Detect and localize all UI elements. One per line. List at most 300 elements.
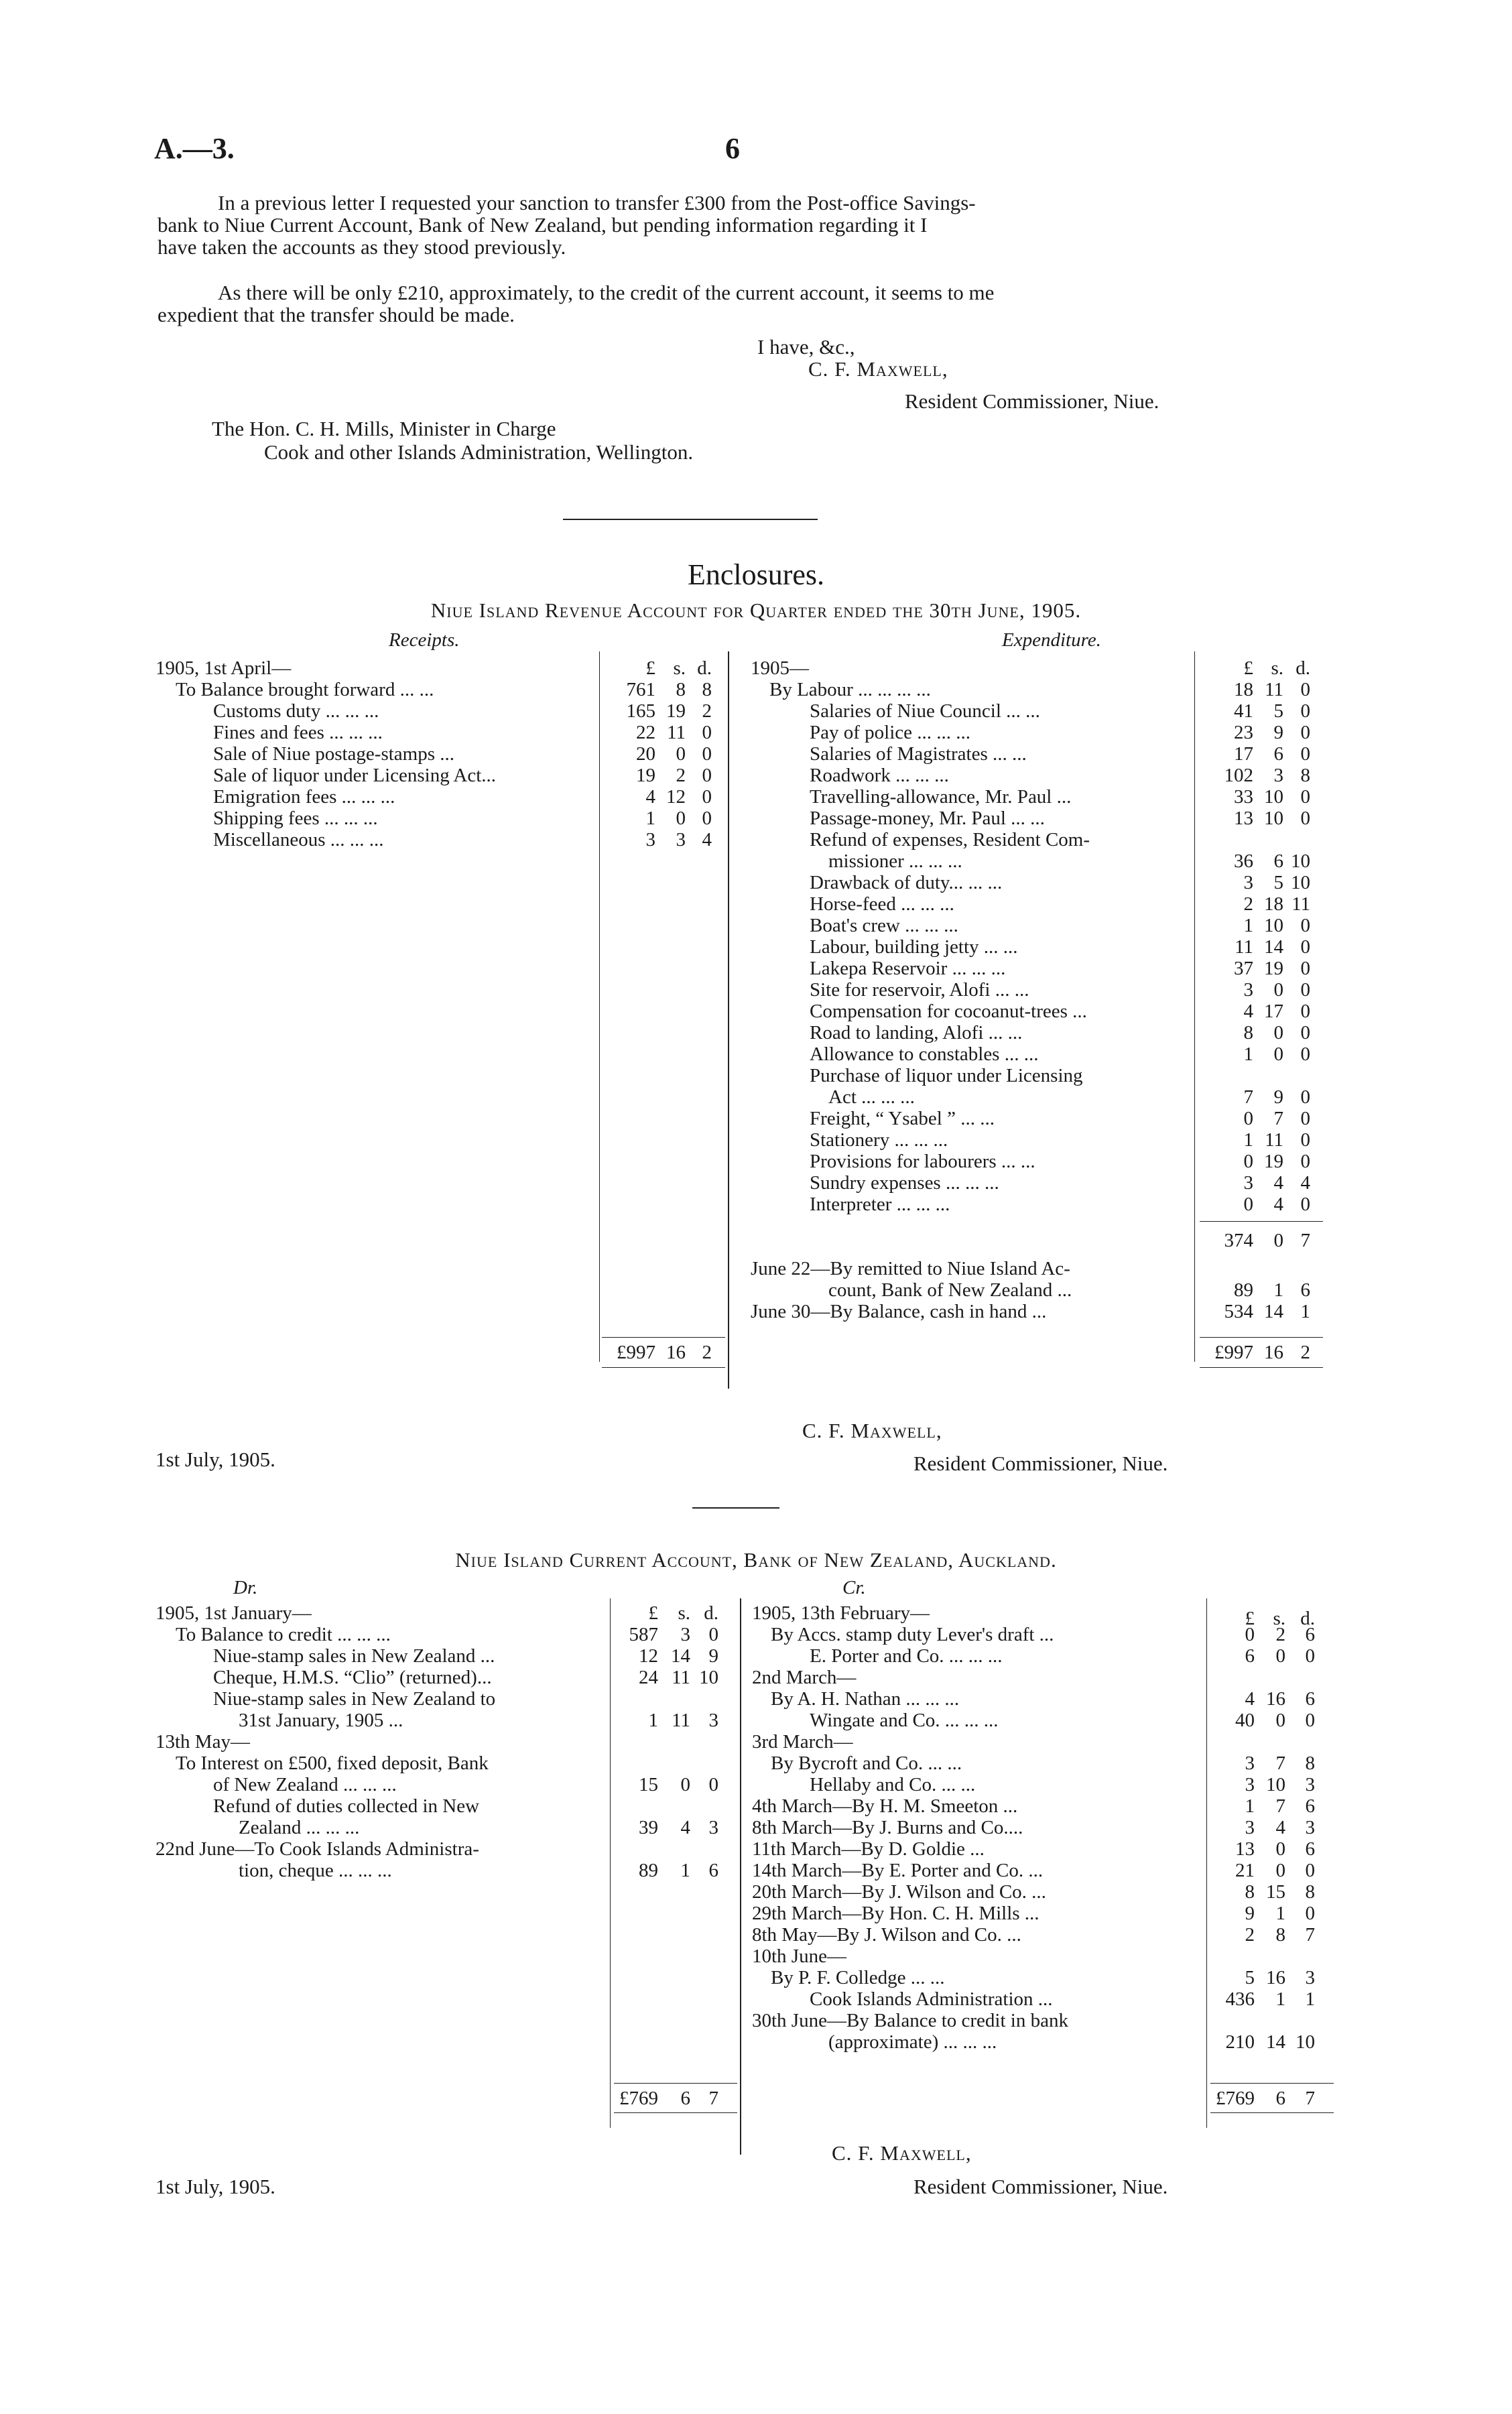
revenue-signature-name: C. F. Maxwell, — [802, 1419, 942, 1442]
expenditure-pounds: 3 — [1243, 872, 1253, 893]
expenditure-pence: 0 — [1300, 958, 1310, 979]
expenditure-shillings: 0 — [1273, 979, 1283, 1001]
receipt-pence: 0 — [702, 743, 712, 765]
debit-row-label: 1905, 1st January— — [155, 1603, 312, 1623]
receipt-pence: 0 — [702, 765, 712, 786]
remit-label: count, Bank of New Zealand ... — [828, 1279, 1072, 1301]
section-divider — [692, 1507, 779, 1509]
expenditure-pounds: 37 — [1234, 958, 1253, 979]
remit-shillings: 1 — [1273, 1279, 1283, 1301]
expenditure-label: Act ... ... ... — [828, 1087, 915, 1107]
expenditure-label: Boat's crew ... ... ... — [810, 915, 958, 936]
credit-row-pence: 7 — [1305, 1924, 1315, 1946]
expenditure-label: Salaries of Magistrates ... ... — [810, 744, 1027, 764]
letter-signature-name: C. F. Maxwell, — [808, 357, 948, 381]
enclosures-heading: Enclosures. — [687, 558, 825, 591]
credit-row-pounds: 3 — [1245, 1774, 1255, 1795]
credit-row-shillings: 7 — [1275, 1795, 1285, 1817]
receipt-label: To Balance brought forward ... ... — [176, 680, 434, 700]
expenditure-pence: 0 — [1300, 743, 1310, 765]
letter-line: expedient that the transfer should be made. — [158, 303, 515, 326]
cr-label: Cr. — [842, 1577, 866, 1598]
credit-row-pounds: 5 — [1245, 1967, 1255, 1988]
letter-addressee: The Hon. C. H. Mills, Minister in Charge — [212, 417, 556, 440]
current-signature-name: C. F. Maxwell, — [832, 2141, 972, 2165]
expenditure-label: Pay of police ... ... ... — [810, 722, 971, 743]
expenditure-pence: 0 — [1300, 679, 1310, 700]
receipt-label: Sale of Niue postage-stamps ... — [213, 744, 455, 764]
letter-closing: I have, &c., — [757, 335, 855, 359]
expenditure-label: Interpreter ... ... ... — [810, 1194, 950, 1214]
expenditure-pounds: 17 — [1234, 743, 1253, 765]
current-column-divider — [740, 1598, 741, 2155]
receipts-total-pounds: £997 — [617, 1342, 655, 1363]
remit-label: June 22—By remitted to Niue Island Ac- — [751, 1258, 1070, 1279]
credit-row-label: Hellaby and Co. ... ... — [810, 1775, 976, 1795]
debit-row-label: Cheque, H.M.S. “Clio” (returned)... — [213, 1667, 492, 1688]
credit-row-pence: 0 — [1305, 1710, 1315, 1731]
expenditure-shillings: 14 — [1264, 936, 1283, 958]
expenditure-shillings: 10 — [1264, 915, 1283, 936]
col-header-pounds: £ — [645, 657, 655, 679]
receipts-date: 1905, 1st April— — [155, 657, 292, 679]
credit-row-pence: 6 — [1305, 1838, 1315, 1860]
expenditure-shillings: 19 — [1264, 958, 1283, 979]
debit-row-pounds: 39 — [639, 1817, 658, 1838]
total-rule — [1210, 2112, 1334, 2113]
receipt-label: Fines and fees ... ... ... — [213, 722, 383, 743]
expenditure-pence: 0 — [1300, 1086, 1310, 1108]
balance-pounds: 534 — [1224, 1301, 1253, 1322]
receipt-label: Emigration fees ... ... ... — [213, 787, 395, 807]
credit-row-pence: 6 — [1305, 1688, 1315, 1710]
debit-row-label: Niue-stamp sales in New Zealand ... — [213, 1646, 495, 1666]
credit-row-pounds: 3 — [1245, 1753, 1255, 1774]
expenditure-shillings: 4 — [1273, 1172, 1283, 1194]
expenditure-pence: 0 — [1300, 808, 1310, 829]
total-rule — [1210, 2083, 1334, 2084]
page-number: 6 — [725, 132, 740, 165]
debit-row-shillings: 1 — [680, 1860, 690, 1881]
debit-row-pounds: 12 — [639, 1645, 658, 1667]
credit-row-label: By Accs. stamp duty Lever's draft ... — [771, 1625, 1054, 1645]
expenditure-shillings: 5 — [1273, 700, 1283, 722]
expenditure-label: Provisions for labourers ... ... — [810, 1151, 1035, 1171]
credit-row-label: 8th March—By J. Burns and Co.... — [752, 1818, 1023, 1838]
expenditure-shillings: 0 — [1273, 1022, 1283, 1043]
debit-total-pence: 7 — [708, 2088, 718, 2109]
expenditure-date: 1905— — [751, 657, 809, 679]
credit-row-label: 14th March—By E. Porter and Co. ... — [752, 1860, 1044, 1881]
credit-row-pence: 3 — [1305, 1774, 1315, 1795]
expenditure-label: Road to landing, Alofi ... ... — [810, 1023, 1023, 1043]
col-header-pounds: £ — [648, 1602, 658, 1624]
credit-row-shillings: 8 — [1275, 1924, 1285, 1946]
credit-row-shillings: 0 — [1275, 1645, 1285, 1667]
total-rule — [1200, 1367, 1323, 1368]
debit-row-pence: 6 — [708, 1860, 718, 1881]
credit-row-pounds: 436 — [1225, 1988, 1255, 2010]
total-rule — [1200, 1337, 1323, 1338]
credit-row-pounds: 0 — [1245, 1624, 1255, 1645]
debit-row-label: To Balance to credit ... ... ... — [176, 1625, 391, 1645]
credit-row-shillings: 2 — [1275, 1624, 1285, 1645]
revenue-date: 1st July, 1905. — [155, 1448, 275, 1471]
receipt-pence: 4 — [702, 829, 712, 850]
receipt-pence: 8 — [702, 679, 712, 700]
debit-row-shillings: 11 — [672, 1667, 690, 1688]
expenditure-label: Freight, “ Ysabel ” ... ... — [810, 1108, 995, 1129]
credit-row-label: By P. F. Colledge ... ... — [771, 1968, 945, 1988]
expenditure-pounds: 102 — [1224, 765, 1253, 786]
debit-row-label: 31st January, 1905 ... — [239, 1710, 403, 1730]
debit-row-pounds: 587 — [629, 1624, 658, 1645]
credit-row-pounds: 9 — [1245, 1903, 1255, 1924]
expenditure-pounds: 36 — [1234, 850, 1253, 872]
subtotal-rule — [1200, 1221, 1323, 1222]
expenditure-pence: 10 — [1291, 872, 1310, 893]
col-header-pounds: £ — [1243, 657, 1253, 679]
expenditure-label: missioner ... ... ... — [828, 851, 962, 871]
expenditure-label: Roadwork ... ... ... — [810, 765, 949, 785]
col-header-pence: d. — [697, 657, 712, 679]
receipt-shillings: 8 — [676, 679, 686, 700]
debit-row-label: 13th May— — [155, 1732, 250, 1752]
expenditure-pounds: 18 — [1234, 679, 1253, 700]
credit-row-label: 30th June—By Balance to credit in bank — [752, 2011, 1068, 2031]
expenditure-label: Expenditure. — [1002, 629, 1101, 651]
expenditure-shillings: 5 — [1273, 872, 1283, 893]
debit-row-pounds: 15 — [639, 1774, 658, 1795]
credit-row-label: Wingate and Co. ... ... ... — [810, 1710, 999, 1730]
receipt-pounds: 1 — [645, 808, 655, 829]
current-date: 1st July, 1905. — [155, 2175, 275, 2198]
receipts-total-pence: 2 — [702, 1342, 712, 1363]
expenditure-pence: 0 — [1300, 1108, 1310, 1129]
credit-row-label: 3rd March— — [752, 1732, 853, 1752]
receipt-pence: 2 — [702, 700, 712, 722]
expenditure-label: By Labour ... ... ... ... — [769, 680, 931, 700]
expenditure-pence: 11 — [1292, 893, 1310, 915]
receipt-shillings: 12 — [666, 786, 686, 808]
expenditure-pounds: 11 — [1235, 936, 1253, 958]
expenditure-pence: 0 — [1300, 1194, 1310, 1215]
current-signature-title: Resident Commissioner, Niue. — [914, 2175, 1168, 2198]
col-header-shillings: s. — [1271, 657, 1283, 679]
debit-row-shillings: 14 — [671, 1645, 690, 1667]
col-header-pence: d. — [1300, 1608, 1315, 1629]
debit-row-pence: 3 — [708, 1710, 718, 1731]
expenditure-pounds: 23 — [1234, 722, 1253, 743]
credit-row-pounds: 13 — [1235, 1838, 1255, 1860]
expenditure-pence: 0 — [1300, 1001, 1310, 1022]
credit-row-pounds: 8 — [1245, 1881, 1255, 1903]
debit-row-pounds: 1 — [648, 1710, 658, 1731]
credit-row-label: 4th March—By H. M. Smeeton ... — [752, 1796, 1018, 1816]
expenditure-label: Drawback of duty... ... ... — [810, 873, 1003, 893]
col-header-pence: d. — [1296, 657, 1310, 679]
receipts-total-shillings: 16 — [666, 1342, 686, 1363]
receipt-pence: 0 — [702, 808, 712, 829]
expenditure-label: Travelling-allowance, Mr. Paul ... — [810, 787, 1072, 807]
debit-row-label: tion, cheque ... ... ... — [239, 1860, 392, 1881]
expenditure-pounds: 0 — [1243, 1151, 1253, 1172]
credit-row-label: By A. H. Nathan ... ... ... — [771, 1689, 960, 1709]
letter-line: have taken the accounts as they stood previously. — [158, 235, 566, 259]
expenditure-pence: 0 — [1300, 786, 1310, 808]
receipt-pounds: 19 — [636, 765, 655, 786]
credit-row-pence: 0 — [1305, 1860, 1315, 1881]
letter-line: As there will be only £210, approximately, to the credit of the current account, it seems to me — [218, 281, 995, 304]
expenditure-pence: 0 — [1300, 915, 1310, 936]
expenditure-subtotal-shillings: 0 — [1273, 1230, 1283, 1251]
expenditure-shillings: 19 — [1264, 1151, 1283, 1172]
expenditure-pence: 10 — [1291, 850, 1310, 872]
col-header-shillings: s. — [678, 1602, 690, 1624]
expenditure-pounds: 2 — [1243, 893, 1253, 915]
expenditure-pence: 0 — [1300, 979, 1310, 1001]
expenditure-pence: 4 — [1300, 1172, 1310, 1194]
expenditure-pounds: 0 — [1243, 1194, 1253, 1215]
credit-row-label: 8th May—By J. Wilson and Co. ... — [752, 1925, 1021, 1945]
credit-row-label: 10th June— — [752, 1946, 846, 1966]
expenditure-shillings: 0 — [1273, 1043, 1283, 1065]
expenditure-pence: 0 — [1300, 1022, 1310, 1043]
expenditure-subtotal-pence: 7 — [1300, 1230, 1310, 1251]
expenditure-shillings: 18 — [1264, 893, 1283, 915]
receipt-pence: 0 — [702, 722, 712, 743]
credit-row-label: (approximate) ... ... ... — [828, 2032, 997, 2052]
receipt-pounds: 761 — [626, 679, 655, 700]
expenditure-label: Stationery ... ... ... — [810, 1130, 948, 1150]
expenditure-label: Sundry expenses ... ... ... — [810, 1173, 999, 1193]
receipt-label: Sale of liquor under Licensing Act... — [213, 765, 497, 785]
receipt-pounds: 4 — [645, 786, 655, 808]
credit-row-shillings: 0 — [1275, 1710, 1285, 1731]
receipts-label: Receipts. — [389, 629, 460, 651]
remit-pounds: 89 — [1234, 1279, 1253, 1301]
expenditure-pence: 0 — [1300, 1129, 1310, 1151]
expenditure-pounds: 1 — [1243, 1129, 1253, 1151]
credit-row-pence: 10 — [1296, 2031, 1315, 2053]
credit-row-shillings: 14 — [1266, 2031, 1285, 2053]
expenditure-label: Passage-money, Mr. Paul ... ... — [810, 808, 1045, 828]
expenditure-pounds: 13 — [1234, 808, 1253, 829]
current-account-title: Niue Island Current Account, Bank of New Zealand, Auckland. — [455, 1548, 1057, 1572]
credit-row-pence: 3 — [1305, 1817, 1315, 1838]
balance-pence: 1 — [1300, 1301, 1310, 1322]
credit-row-pounds: 2 — [1245, 1924, 1255, 1946]
expenditure-shillings: 17 — [1264, 1001, 1283, 1022]
credit-row-shillings: 10 — [1266, 1774, 1285, 1795]
expenditure-pounds: 1 — [1243, 1043, 1253, 1065]
credit-row-shillings: 1 — [1275, 1988, 1285, 2010]
credit-row-shillings: 7 — [1275, 1753, 1285, 1774]
receipt-label: Miscellaneous ... ... ... — [213, 830, 384, 850]
credit-row-pence: 8 — [1305, 1881, 1315, 1903]
expenditure-pounds: 4 — [1243, 1001, 1253, 1022]
credit-total-shillings: 6 — [1275, 2088, 1285, 2109]
credit-row-pounds: 40 — [1235, 1710, 1255, 1731]
receipt-pence: 0 — [702, 786, 712, 808]
debit-row-label: of New Zealand ... ... ... — [213, 1775, 397, 1795]
receipt-shillings: 3 — [676, 829, 686, 850]
expenditure-pence: 0 — [1300, 722, 1310, 743]
debit-row-shillings: 0 — [680, 1774, 690, 1795]
credit-row-pence: 6 — [1305, 1624, 1315, 1645]
receipt-pounds: 20 — [636, 743, 655, 765]
debit-row-pence: 0 — [708, 1624, 718, 1645]
col-header-shillings: s. — [673, 657, 686, 679]
credit-row-shillings: 4 — [1275, 1817, 1285, 1838]
debit-row-pounds: 24 — [639, 1667, 658, 1688]
debit-row-pence: 3 — [708, 1817, 718, 1838]
revenue-account-title: Niue Island Revenue Account for Quarter ended the 30th June, 1905. — [430, 598, 1082, 622]
letter-line: In a previous letter I requested your sanction to transfer £300 from the Post-office Savings- — [218, 191, 976, 214]
credit-row-pence: 0 — [1305, 1645, 1315, 1667]
expenditure-pence: 0 — [1300, 936, 1310, 958]
expenditure-label: Refund of expenses, Resident Com- — [810, 830, 1090, 850]
debit-row-label: Refund of duties collected in New — [213, 1796, 480, 1816]
debit-total-shillings: 6 — [680, 2088, 690, 2109]
receipt-pounds: 165 — [626, 700, 655, 722]
credit-row-label: 2nd March— — [752, 1667, 857, 1688]
debit-row-pence: 0 — [708, 1774, 718, 1795]
page-reference: A.—3. — [154, 132, 235, 165]
expenditure-shillings: 4 — [1273, 1194, 1283, 1215]
credit-row-pounds: 1 — [1245, 1795, 1255, 1817]
debit-row-label: To Interest on £500, fixed deposit, Bank — [176, 1753, 489, 1773]
remit-pence: 6 — [1300, 1279, 1310, 1301]
expenditure-pounds: 7 — [1243, 1086, 1253, 1108]
debit-row-pounds: 89 — [639, 1860, 658, 1881]
receipt-shillings: 0 — [676, 743, 686, 765]
credit-row-label: 29th March—By Hon. C. H. Mills ... — [752, 1903, 1040, 1923]
expenditure-total-shillings: 16 — [1264, 1342, 1283, 1363]
credit-row-pounds: 6 — [1245, 1645, 1255, 1667]
letter-signature-title: Resident Commissioner, Niue. — [905, 389, 1159, 413]
credit-row-shillings: 16 — [1266, 1688, 1285, 1710]
expenditure-pence: 0 — [1300, 700, 1310, 722]
expenditure-pounds: 0 — [1243, 1108, 1253, 1129]
receipt-pounds: 3 — [645, 829, 655, 850]
credit-row-pounds: 4 — [1245, 1688, 1255, 1710]
letter-paragraph-2 — [158, 281, 1337, 326]
credit-row-pounds: 21 — [1235, 1860, 1255, 1881]
letter-line: bank to Niue Current Account, Bank of New Zealand, but pending information regarding it I — [158, 213, 928, 237]
total-rule — [614, 2083, 737, 2084]
debit-row-pence: 10 — [699, 1667, 718, 1688]
receipt-label: Shipping fees ... ... ... — [213, 808, 378, 828]
expenditure-pounds: 1 — [1243, 915, 1253, 936]
revenue-signature-title: Resident Commissioner, Niue. — [914, 1452, 1168, 1475]
credit-row-label: Cook Islands Administration ... — [810, 1989, 1053, 2009]
expenditure-pounds: 8 — [1243, 1022, 1253, 1043]
credit-row-pence: 3 — [1305, 1967, 1315, 1988]
credit-row-shillings: 16 — [1266, 1967, 1285, 1988]
expenditure-shillings: 3 — [1273, 765, 1283, 786]
col-header-pounds: £ — [1245, 1608, 1255, 1629]
expenditure-label: Compensation for cocoanut-trees ... — [810, 1001, 1087, 1021]
revenue-column-divider — [728, 651, 729, 1389]
credit-row-pence: 8 — [1305, 1753, 1315, 1774]
expenditure-shillings: 7 — [1273, 1108, 1283, 1129]
credit-row-label: E. Porter and Co. ... ... ... — [810, 1646, 1003, 1666]
debit-row-label: Niue-stamp sales in New Zealand to — [213, 1689, 496, 1709]
credit-row-pence: 6 — [1305, 1795, 1315, 1817]
expenditure-shillings: 6 — [1273, 743, 1283, 765]
credit-row-label: 1905, 13th February— — [752, 1603, 930, 1623]
receipt-shillings: 19 — [666, 700, 686, 722]
credit-total-pounds: £769 — [1216, 2088, 1255, 2109]
letter-addressee-org: Cook and other Islands Administration, Wellington. — [264, 440, 694, 464]
dr-label: Dr. — [233, 1577, 258, 1598]
letter-paragraph-1 — [158, 192, 1337, 258]
expenditure-pounds: 3 — [1243, 979, 1253, 1001]
credit-row-pounds: 210 — [1225, 2031, 1255, 2053]
total-rule — [602, 1367, 725, 1368]
section-divider — [563, 519, 818, 520]
debit-row-label: 22nd June—To Cook Islands Administra- — [155, 1839, 479, 1859]
credit-row-shillings: 0 — [1275, 1860, 1285, 1881]
credit-row-pounds: 3 — [1245, 1817, 1255, 1838]
expenditure-pence: 0 — [1300, 1043, 1310, 1065]
expenditure-label: Allowance to constables ... ... — [810, 1044, 1039, 1064]
total-rule — [614, 2112, 737, 2113]
credit-total-pence: 7 — [1305, 2088, 1315, 2109]
credit-row-shillings: 1 — [1275, 1903, 1285, 1924]
credit-row-label: By Bycroft and Co. ... ... — [771, 1753, 962, 1773]
credit-row-pence: 0 — [1305, 1903, 1315, 1924]
receipt-shillings: 11 — [667, 722, 686, 743]
expenditure-subtotal-pounds: 374 — [1224, 1230, 1253, 1251]
receipt-shillings: 0 — [676, 808, 686, 829]
receipt-shillings: 2 — [676, 765, 686, 786]
expenditure-shillings: 9 — [1273, 1086, 1283, 1108]
debit-row-shillings: 3 — [680, 1624, 690, 1645]
expenditure-label: Purchase of liquor under Licensing — [810, 1066, 1083, 1086]
expenditure-label: Lakepa Reservoir ... ... ... — [810, 958, 1006, 978]
expenditure-pounds: 41 — [1234, 700, 1253, 722]
credit-row-label: 11th March—By D. Goldie ... — [752, 1839, 985, 1859]
expenditure-shillings: 11 — [1265, 1129, 1283, 1151]
balance-shillings: 14 — [1264, 1301, 1283, 1322]
credit-row-label: 20th March—By J. Wilson and Co. ... — [752, 1882, 1046, 1902]
balance-label: June 30—By Balance, cash in hand ... — [751, 1301, 1047, 1322]
expenditure-total-pounds: £997 — [1214, 1342, 1253, 1363]
col-header-pence: d. — [704, 1602, 718, 1624]
expenditure-pence: 8 — [1300, 765, 1310, 786]
expenditure-label: Salaries of Niue Council ... ... — [810, 701, 1040, 721]
col-header-shillings: s. — [1273, 1608, 1285, 1629]
expenditure-shillings: 10 — [1264, 786, 1283, 808]
receipt-pounds: 22 — [636, 722, 655, 743]
total-rule — [602, 1337, 725, 1338]
expenditure-label: Labour, building jetty ... ... — [810, 937, 1018, 957]
expenditure-total-pence: 2 — [1300, 1342, 1310, 1363]
expenditure-pounds: 33 — [1234, 786, 1253, 808]
expenditure-shillings: 6 — [1273, 850, 1283, 872]
expenditure-pence: 0 — [1300, 1151, 1310, 1172]
expenditure-label: Site for reservoir, Alofi ... ... — [810, 980, 1029, 1000]
debit-row-shillings: 4 — [680, 1817, 690, 1838]
expenditure-shillings: 9 — [1273, 722, 1283, 743]
receipt-label: Customs duty ... ... ... — [213, 701, 379, 721]
debit-total-pounds: £769 — [619, 2088, 658, 2109]
credit-row-shillings: 0 — [1275, 1838, 1285, 1860]
expenditure-shillings: 10 — [1264, 808, 1283, 829]
debit-row-pence: 9 — [708, 1645, 718, 1667]
